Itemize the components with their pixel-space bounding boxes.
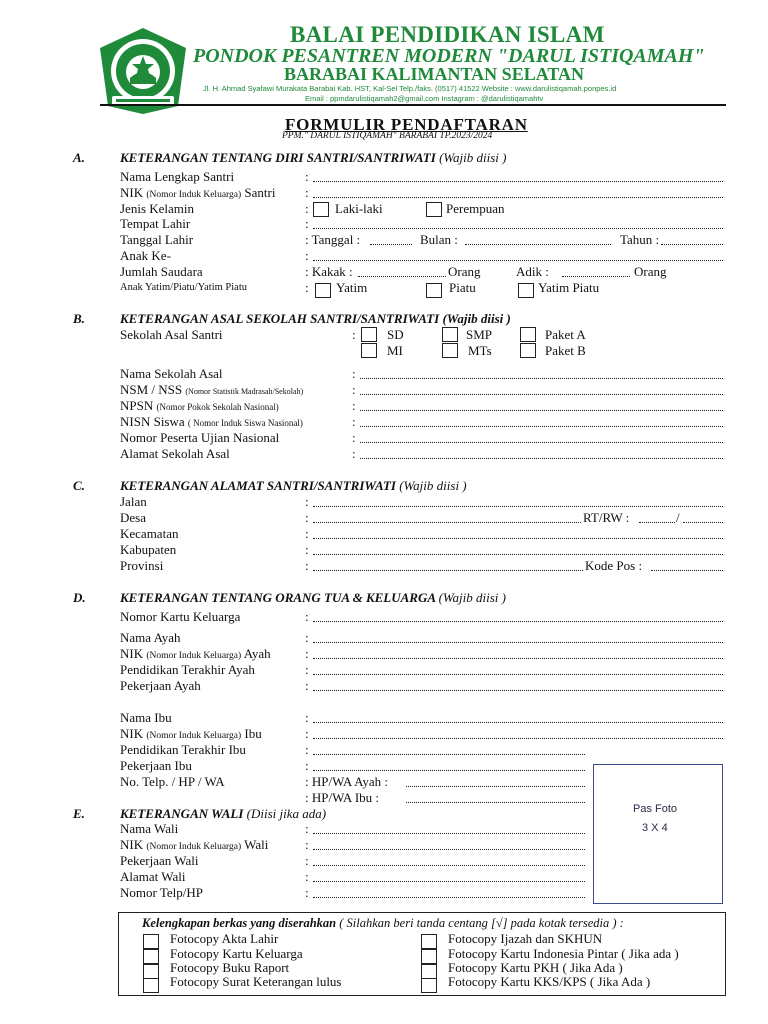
input-tahun[interactable]	[661, 244, 723, 245]
input-tanggal[interactable]	[370, 244, 412, 245]
input-nsm-nss[interactable]	[360, 394, 723, 395]
checkbox-smp[interactable]	[442, 327, 458, 342]
berkas-right-2: Fotocopy Kartu Indonesia Pintar ( Jika ada )	[448, 946, 679, 961]
label-tempat-lahir: Tempat Lahir	[120, 216, 191, 231]
label-paket-a: Paket A	[545, 327, 586, 342]
form-subtitle: PPM." DARUL ISTIQAMAH" BARABAI TP.2023/2024	[282, 131, 493, 141]
checkbox-laki-laki[interactable]	[313, 202, 329, 217]
label-jenis-kelamin: Jenis Kelamin	[120, 201, 195, 216]
label-nik-wali: NIK (Nomor Induk Keluarga) Wali	[120, 837, 269, 852]
input-nama-ayah[interactable]	[313, 642, 723, 643]
checkbox-buku-raport[interactable]	[143, 964, 159, 979]
label-nik-santri: NIK (Nomor Induk Keluarga) Santri	[120, 185, 276, 200]
checkbox-kip[interactable]	[421, 949, 437, 964]
section-d-letter: D.	[73, 590, 86, 605]
label-laki-laki: Laki-laki	[335, 201, 383, 216]
checkbox-kartu-keluarga[interactable]	[143, 949, 159, 964]
label-yatim: Yatim	[336, 280, 368, 295]
label-kecamatan: Kecamatan	[120, 526, 179, 541]
checkbox-mi[interactable]	[361, 343, 377, 358]
section-a-title: KETERANGAN TENTANG DIRI SANTRI/SANTRIWATI (Wajib diisi )	[120, 150, 507, 165]
checkbox-ijazah[interactable]	[421, 934, 437, 949]
input-nik-ayah[interactable]	[313, 658, 723, 659]
input-nik-santri[interactable]	[313, 197, 723, 198]
label-desa: Desa	[120, 510, 146, 525]
input-adik[interactable]	[562, 276, 630, 277]
input-provinsi[interactable]	[313, 570, 583, 571]
input-nama-ibu[interactable]	[313, 722, 723, 723]
header-divider	[100, 104, 726, 106]
label-sekolah-asal: Sekolah Asal Santri	[120, 327, 223, 342]
label-paket-b: Paket B	[545, 343, 586, 358]
label-kabupaten: Kabupaten	[120, 542, 177, 557]
input-kabupaten[interactable]	[313, 554, 723, 555]
checkbox-paket-a[interactable]	[520, 327, 536, 342]
section-e-letter: E.	[73, 806, 85, 821]
input-alamat-wali[interactable]	[313, 881, 585, 882]
input-hp-ibu[interactable]	[406, 802, 585, 803]
input-pendidikan-ayah[interactable]	[313, 674, 723, 675]
checkbox-piatu[interactable]	[426, 283, 442, 298]
checkbox-pkh[interactable]	[421, 964, 437, 979]
input-pekerjaan-ayah[interactable]	[313, 690, 723, 691]
pas-foto-label: Pas Foto	[633, 803, 678, 815]
header-contact: Email : ppmdarulistiqamah2@gmail.com Instagram : @darulistiqamahtv	[305, 94, 544, 103]
input-npsn[interactable]	[360, 410, 723, 411]
label-bulan: Bulan :	[420, 232, 458, 247]
label-kartu-keluarga: Nomor Kartu Keluarga	[120, 609, 241, 624]
input-nama-lengkap[interactable]	[313, 181, 723, 182]
checkbox-surat-lulus[interactable]	[143, 978, 159, 993]
input-jalan[interactable]	[313, 506, 723, 507]
label-nama-lengkap: Nama Lengkap Santri	[120, 169, 235, 184]
label-jalan: Jalan	[120, 494, 147, 509]
checkbox-perempuan[interactable]	[426, 202, 442, 217]
checkbox-sd[interactable]	[361, 327, 377, 342]
input-rw[interactable]	[683, 522, 723, 523]
label-telp: No. Telp. / HP / WA	[120, 774, 225, 789]
logo	[98, 26, 188, 116]
label-smp: SMP	[466, 327, 493, 342]
input-rt[interactable]	[639, 522, 675, 523]
checkbox-kks-kps[interactable]	[421, 978, 437, 993]
berkas-right-4: Fotocopy Kartu KKS/KPS ( Jika Ada )	[448, 974, 651, 989]
label-nama-ayah: Nama Ayah	[120, 630, 181, 645]
input-pekerjaan-wali[interactable]	[313, 865, 585, 866]
checkbox-mts[interactable]	[442, 343, 458, 358]
input-kecamatan[interactable]	[313, 538, 723, 539]
label-anak-ke: Anak Ke-	[120, 248, 171, 263]
input-nama-sekolah[interactable]	[360, 378, 723, 379]
input-kartu-keluarga[interactable]	[313, 621, 723, 622]
label-pendidikan-ayah: Pendidikan Terakhir Ayah	[120, 662, 255, 677]
label-orang-2: Orang	[634, 264, 667, 279]
input-pekerjaan-ibu[interactable]	[313, 770, 585, 771]
label-nsm-nss: NSM / NSS (Nomor Statistik Madrasah/Sekolah)	[120, 382, 304, 397]
input-nama-wali[interactable]	[313, 833, 585, 834]
label-npsn: NPSN (Nomor Pokok Sekolah Nasional)	[120, 398, 279, 413]
header-line3: BARABAI KALIMANTAN SELATAN	[284, 64, 585, 84]
label-alamat-wali: Alamat Wali	[120, 869, 186, 884]
berkas-left-1: Fotocopy Akta Lahir	[170, 931, 279, 946]
berkas-left-3: Fotocopy Buku Raport	[170, 960, 290, 975]
input-kakak[interactable]	[358, 276, 446, 277]
label-sd: SD	[387, 327, 404, 342]
input-tempat-lahir[interactable]	[313, 228, 723, 229]
label-provinsi: Provinsi	[120, 558, 164, 573]
label-nik-ayah: NIK (Nomor Induk Keluarga) Ayah	[120, 646, 271, 661]
label-mts: MTs	[468, 343, 492, 358]
label-adik: Adik :	[516, 264, 549, 279]
input-hp-ayah[interactable]	[406, 786, 585, 787]
header-line2: PONDOK PESANTREN MODERN "DARUL ISTIQAMAH"	[193, 45, 705, 67]
label-yatim-piatu: Anak Yatim/Piatu/Yatim Piatu	[120, 282, 247, 293]
section-e-title: KETERANGAN WALI (Diisi jika ada)	[120, 806, 327, 821]
input-bulan[interactable]	[465, 244, 611, 245]
input-nik-wali[interactable]	[313, 849, 585, 850]
berkas-right-3: Fotocopy Kartu PKH ( Jika Ada )	[448, 960, 623, 975]
label-pekerjaan-ibu: Pekerjaan Ibu	[120, 758, 192, 773]
label-perempuan: Perempuan	[446, 201, 505, 216]
section-c-title: KETERANGAN ALAMAT SANTRI/SANTRIWATI (Wajib diisi )	[120, 478, 467, 493]
label-yatim-piatu-option: Yatim Piatu	[538, 280, 600, 295]
label-peserta-ujian: Nomor Peserta Ujian Nasional	[120, 430, 280, 445]
label-nama-sekolah: Nama Sekolah Asal	[120, 366, 223, 381]
label-hp-ayah: : HP/WA Ayah :	[305, 774, 388, 789]
section-c-letter: C.	[73, 478, 85, 493]
section-b-letter: B.	[73, 311, 85, 326]
label-nik-ibu: NIK (Nomor Induk Keluarga) Ibu	[120, 726, 262, 741]
label-kakak: : Kakak :	[305, 264, 353, 279]
input-desa[interactable]	[313, 522, 581, 523]
label-rt-rw: RT/RW :	[583, 510, 630, 525]
input-kode-pos[interactable]	[651, 570, 723, 571]
label-tanggal: : Tanggal :	[305, 232, 361, 247]
input-peserta-ujian[interactable]	[360, 442, 723, 443]
checkbox-yatim-piatu[interactable]	[518, 283, 534, 298]
input-nik-ibu[interactable]	[313, 738, 723, 739]
section-a-letter: A.	[73, 150, 85, 165]
input-pendidikan-ibu[interactable]	[313, 754, 585, 755]
pas-foto-size: 3 X 4	[642, 822, 668, 834]
form-title: FORMULIR PENDAFTARAN	[285, 115, 528, 134]
label-piatu: Piatu	[449, 280, 476, 295]
input-anak-ke[interactable]	[313, 260, 723, 261]
label-kode-pos: Kode Pos :	[585, 558, 643, 573]
input-alamat-sekolah[interactable]	[360, 458, 723, 459]
label-pekerjaan-wali: Pekerjaan Wali	[120, 853, 199, 868]
checkbox-yatim[interactable]	[315, 283, 331, 298]
label-tahun: Tahun :	[620, 232, 660, 247]
pas-foto-box[interactable]	[593, 764, 723, 904]
label-telp-wali: Nomor Telp/HP	[120, 885, 203, 900]
checkbox-paket-b[interactable]	[520, 343, 536, 358]
label-tanggal-lahir: Tanggal Lahir	[120, 232, 194, 247]
header-line1: BALAI PENDIDIKAN ISLAM	[290, 22, 605, 47]
berkas-right-1: Fotocopy Ijazah dan SKHUN	[448, 931, 603, 946]
label-mi: MI	[387, 343, 403, 358]
label-alamat-sekolah: Alamat Sekolah Asal	[120, 446, 230, 461]
checkbox-akta-lahir[interactable]	[143, 934, 159, 949]
label-pendidikan-ibu: Pendidikan Terakhir Ibu	[120, 742, 246, 757]
label-nama-ibu: Nama Ibu	[120, 710, 172, 725]
input-nisn[interactable]	[360, 426, 723, 427]
section-d-title: KETERANGAN TENTANG ORANG TUA & KELUARGA (Wajib diisi )	[120, 590, 506, 605]
input-telp-wali[interactable]	[313, 897, 585, 898]
berkas-left-4: Fotocopy Surat Keterangan lulus	[170, 974, 342, 989]
section-b-title: KETERANGAN ASAL SEKOLAH SANTRI/SANTRIWATI (Wajib diisi )	[120, 311, 511, 326]
label-orang-1: Orang	[448, 264, 481, 279]
label-jumlah-saudara: Jumlah Saudara	[120, 264, 203, 279]
berkas-left-2: Fotocopy Kartu Keluarga	[170, 946, 303, 961]
label-pekerjaan-ayah: Pekerjaan Ayah	[120, 678, 201, 693]
berkas-heading: Kelengkapan berkas yang diserahkan ( Silahkan beri tanda centang [√] pada kotak tersedia ) :	[142, 916, 624, 930]
label-hp-ibu: : HP/WA Ibu :	[305, 790, 380, 805]
header-address: Jl. H. Ahmad Syafawi Murakata Barabai Kab. HST, Kal-Sel Telp./faks. (0517) 41522 Website : www.darulistiqamah.ponpes.id	[203, 84, 617, 93]
label-nisn: NISN Siswa ( Nomor Induk Siswa Nasional)	[120, 414, 303, 429]
label-nama-wali: Nama Wali	[120, 821, 179, 836]
